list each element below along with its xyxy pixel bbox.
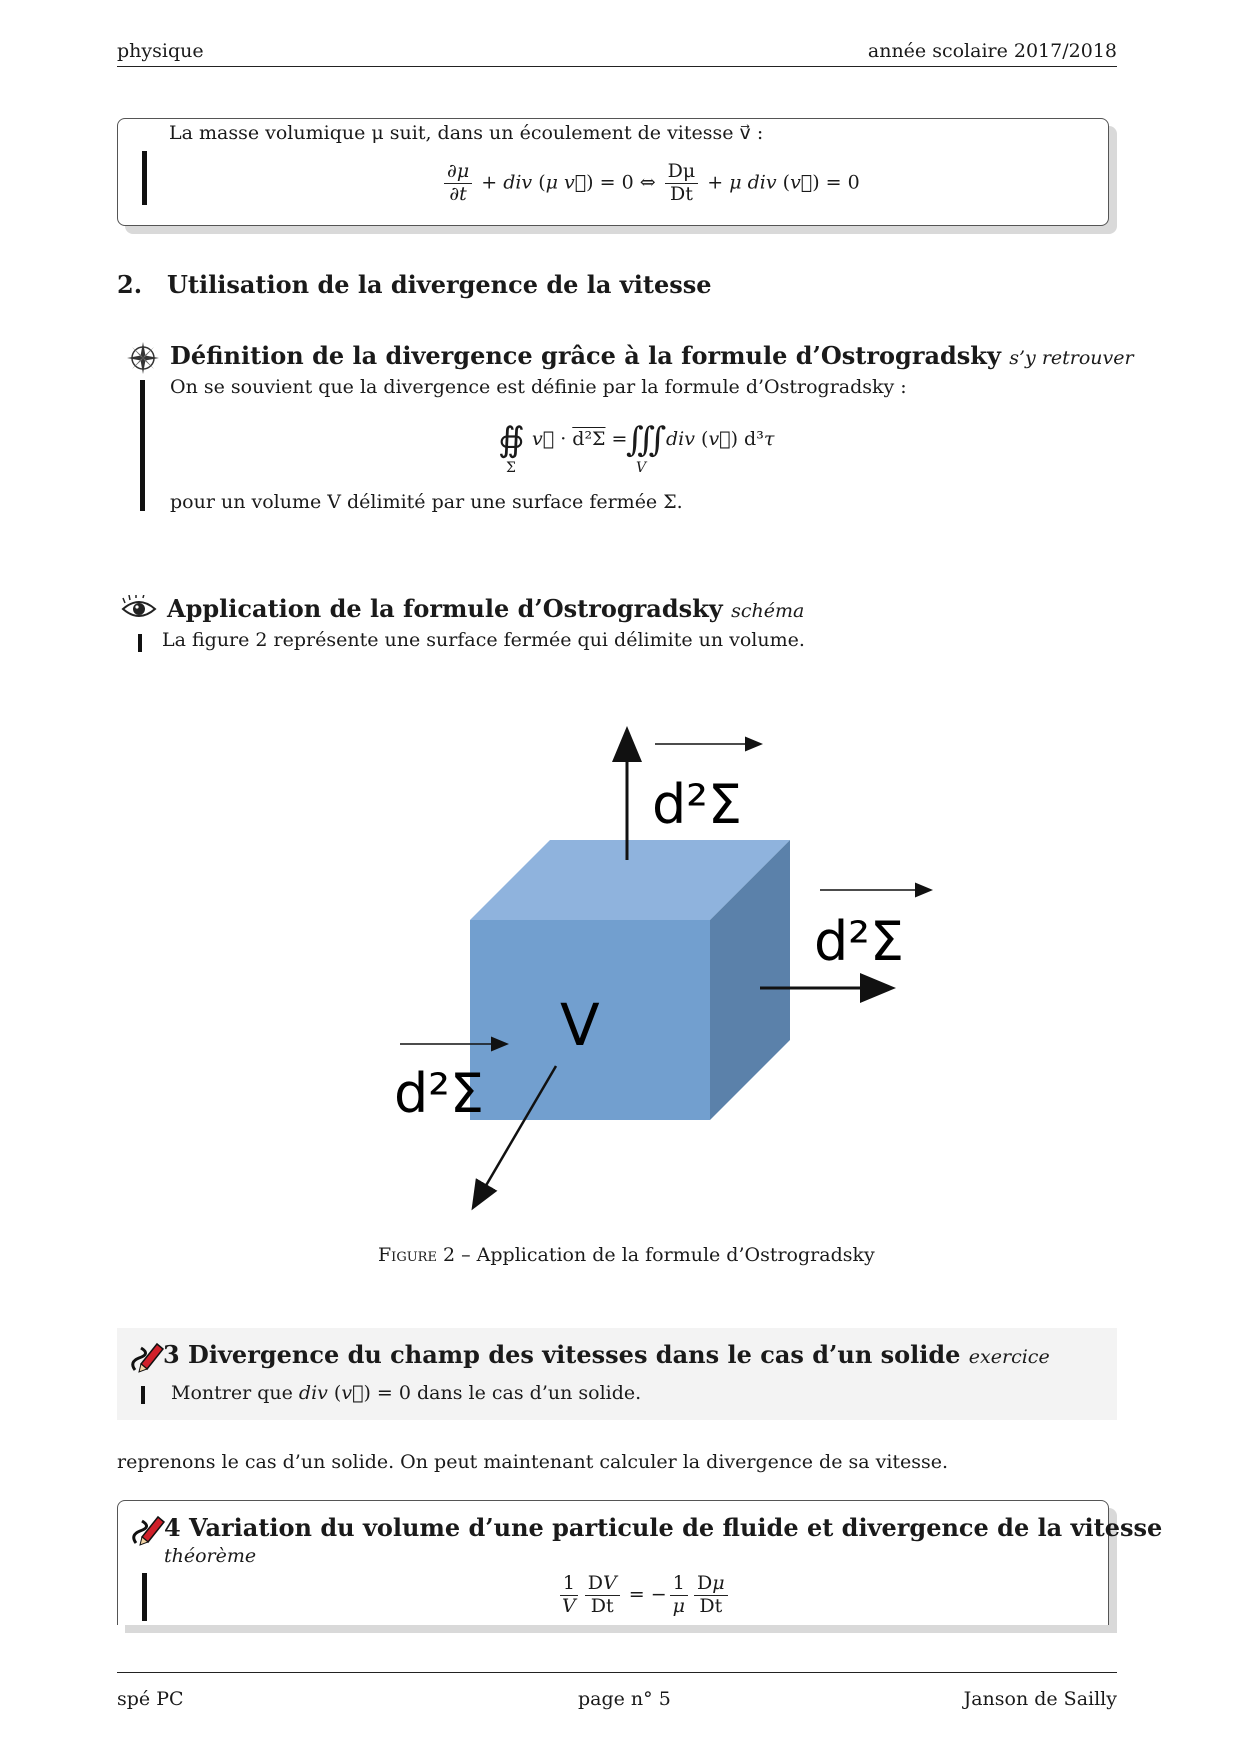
exercise-tag: exercice (968, 1346, 1050, 1368)
exercise-text: Montrer que div (v⃗) = 0 dans le cas d’un solide. (171, 1382, 642, 1404)
footer-right: Janson de Sailly (963, 1688, 1117, 1710)
figure-caption-prefix: Figure 2 (378, 1244, 456, 1266)
application-text: La figure 2 représente une surface fermée qui délimite un volume. (162, 629, 805, 651)
exercise-box (117, 1328, 1117, 1420)
section-title: Utilisation de la divergence de la vitesse (167, 270, 712, 299)
definition-bar (140, 380, 145, 511)
application-title (167, 594, 804, 623)
footer-left: spé PC (117, 1688, 184, 1710)
header-left: physique (117, 40, 204, 62)
definition-title (170, 341, 1134, 370)
continuity-intro: La masse volumique μ suit, dans un écoulement de vitesse v⃗ : (169, 122, 764, 144)
theorem-title: 4 Variation du volume d’une particule de fluide et divergence de la vitesse (164, 1513, 1163, 1542)
header-right: année scolaire 2017/2018 (867, 40, 1117, 62)
theorem-equation: $\frac{1}{V}$ $\frac{DV}{Dt}$ = − $\frac{1}{\mu}$ $\frac{D\mu}{Dt}$ (556, 1573, 731, 1618)
exercise-title (163, 1340, 1050, 1369)
theorem-bar (142, 1573, 147, 1621)
left-bar (142, 151, 147, 205)
theorem-tag: théorème (164, 1545, 257, 1567)
theorem-box (117, 1500, 1163, 1625)
header-rule (117, 66, 1117, 67)
exercise-bar (141, 1386, 145, 1404)
exercise-text-pre: Montrer que (171, 1382, 299, 1404)
pencil-icon (128, 1513, 166, 1549)
definition-intro: On se souvient que la divergence est définie par la formule d’Ostrogradsky : (170, 376, 907, 398)
application-title-text: Application de la formule d’Ostrogradsky (167, 594, 723, 623)
footer-center: page n° 5 (578, 1688, 671, 1710)
figure-ostrogradsky (340, 720, 940, 1220)
definition-title-text: Définition de la divergence grâce à la formule d’Ostrogradsky (170, 341, 1001, 370)
exercise-text-post: dans le cas d’un solide. (410, 1382, 642, 1404)
section-number: 2. (117, 270, 143, 299)
figure-caption-text: – Application de la formule d’Ostrogradsky (455, 1244, 875, 1266)
eye-icon (121, 595, 157, 623)
continuity-equation: $\frac{\partial\mu}{\partial t}$ + div (μ v⃗) = 0 ⇔ $\frac{D\mu}{Dt}$ + μ div (v⃗) = 0 (441, 161, 860, 206)
body-paragraph: reprenons le cas d’un solide. On peut maintenant calculer la divergence de sa vitesse. (117, 1451, 949, 1473)
definition-outro: pour un volume V délimité par une surface fermée Σ. (170, 491, 683, 513)
footer-rule (117, 1672, 1117, 1673)
application-bar (138, 634, 142, 652)
figure-caption (378, 1244, 875, 1266)
label-volume: V (560, 991, 600, 1059)
continuity-box (117, 118, 1109, 226)
label-left: d²Σ (394, 1062, 485, 1125)
application-tag: schéma (731, 600, 805, 622)
ostrogradsky-equation: ∯ Σ v⃗ · d²Σ = ∭ V div (v⃗) d³τ (498, 420, 775, 476)
definition-tag: s’y retrouver (1009, 347, 1134, 369)
pencil-icon (127, 1340, 165, 1376)
compass-icon (126, 341, 160, 375)
exercise-title-text: 3 Divergence du champ des vitesses dans le cas d’un solide (163, 1340, 961, 1369)
label-right: d²Σ (814, 910, 905, 973)
label-top: d²Σ (652, 773, 743, 836)
